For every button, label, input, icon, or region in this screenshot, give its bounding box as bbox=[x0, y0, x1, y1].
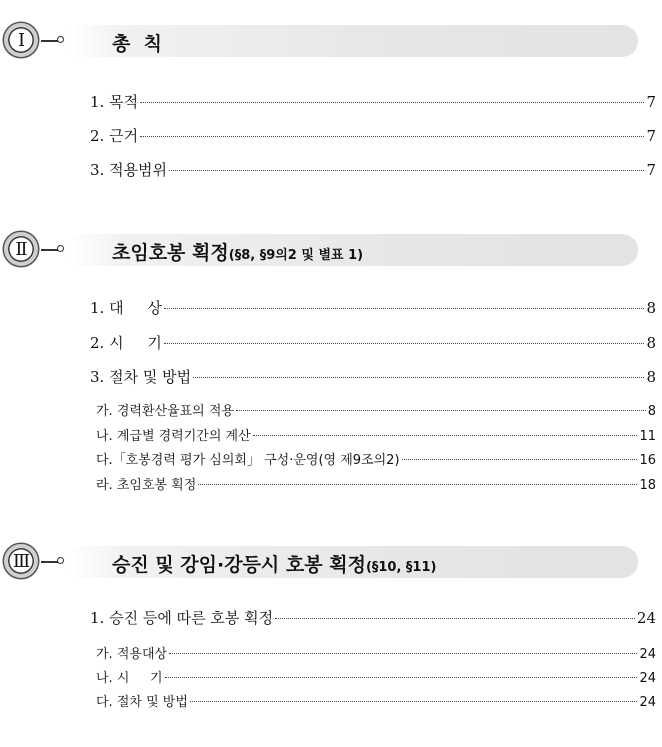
section-1-title bbox=[112, 29, 162, 56]
toc-entry-page: 24 bbox=[639, 671, 656, 686]
connector-dot bbox=[57, 36, 64, 43]
toc-entry[interactable] bbox=[90, 159, 656, 180]
section-1-numeral: Ⅰ bbox=[17, 29, 25, 51]
toc-entry-page: 11 bbox=[639, 429, 656, 444]
section-2-numeral-badge bbox=[4, 232, 38, 266]
toc-subentry[interactable] bbox=[96, 400, 656, 419]
dot-leader bbox=[164, 343, 645, 344]
section-2-subtitle: (§8, §9의2 및 별표 1) bbox=[228, 248, 364, 263]
dot-leader bbox=[140, 136, 644, 137]
toc-entry-page: 24 bbox=[636, 609, 656, 627]
section-3-subtitle: (§10, §11) bbox=[365, 560, 437, 575]
section-3-numeral: Ⅲ bbox=[12, 550, 30, 572]
toc-entry[interactable] bbox=[90, 366, 656, 387]
toc-entry[interactable] bbox=[90, 91, 656, 112]
toc-entry-label: 가. 적용대상 bbox=[96, 647, 168, 662]
section-2-numeral: Ⅱ bbox=[15, 238, 27, 260]
toc-entry-label: 2. 시 기 bbox=[90, 334, 162, 352]
toc-entry-label: 1. 목적 bbox=[90, 93, 139, 111]
toc-entry-label: 나. 시 기 bbox=[96, 671, 163, 686]
dot-leader bbox=[198, 484, 637, 485]
toc-subentry[interactable] bbox=[96, 691, 656, 710]
toc-entry[interactable] bbox=[90, 332, 656, 353]
toc-entry-page: 7 bbox=[646, 161, 656, 179]
toc-subentry[interactable] bbox=[96, 643, 656, 662]
section-1-numeral-badge bbox=[4, 23, 38, 57]
dot-leader bbox=[236, 410, 646, 411]
connector-dot bbox=[57, 557, 64, 564]
dot-leader bbox=[275, 618, 635, 619]
dot-leader bbox=[253, 435, 638, 436]
toc-entry-label: 가. 경력환산율표의 적용 bbox=[96, 404, 234, 419]
section-1-header bbox=[0, 20, 662, 60]
toc-entry[interactable] bbox=[90, 297, 656, 318]
dot-leader bbox=[169, 170, 644, 171]
toc-entry-page: 16 bbox=[639, 453, 656, 468]
toc-entry-label: 라. 초임호봉 획정 bbox=[96, 478, 197, 493]
toc-entry-label: 3. 절차 및 방법 bbox=[90, 368, 192, 386]
toc-subentry[interactable] bbox=[96, 425, 656, 444]
dot-leader bbox=[402, 459, 638, 460]
toc-entry-label: 2. 근거 bbox=[90, 127, 139, 145]
section-2-title-text: 초임호봉 획정 bbox=[112, 242, 229, 264]
toc-entry-label: 나. 계급별 경력기간의 계산 bbox=[96, 429, 251, 444]
toc-entry-page: 7 bbox=[646, 127, 656, 145]
toc-subentry[interactable] bbox=[96, 449, 656, 468]
section-2-title bbox=[112, 238, 363, 265]
dot-leader bbox=[165, 677, 638, 678]
connector-dot bbox=[57, 245, 64, 252]
toc-entry-label: 다. 절차 및 방법 bbox=[96, 695, 188, 710]
dot-leader bbox=[190, 701, 638, 702]
toc-entry-label: 1. 대 상 bbox=[90, 299, 162, 317]
toc-entry-page: 18 bbox=[639, 478, 656, 493]
toc-entry-page: 24 bbox=[639, 695, 656, 710]
section-2-header bbox=[0, 229, 662, 269]
toc-subentry[interactable] bbox=[96, 474, 656, 493]
section-3-header bbox=[0, 541, 662, 581]
section-3-numeral-badge bbox=[4, 544, 38, 578]
toc-entry-page: 8 bbox=[646, 368, 656, 386]
toc-entry-label: 3. 적용범위 bbox=[90, 161, 168, 179]
toc-entry[interactable] bbox=[90, 607, 656, 628]
toc-entry-page: 8 bbox=[646, 299, 656, 317]
toc-entry-page: 8 bbox=[646, 334, 656, 352]
section-1-title-text: 총 칙 bbox=[112, 33, 162, 55]
section-3-title bbox=[112, 550, 436, 577]
toc-entry[interactable] bbox=[90, 125, 656, 146]
toc-entry-label: 1. 승진 등에 따른 호봉 획정 bbox=[90, 609, 274, 627]
dot-leader bbox=[193, 377, 644, 378]
toc-entry-page: 7 bbox=[646, 93, 656, 111]
toc-subentry[interactable] bbox=[96, 667, 656, 686]
toc-entry-page: 8 bbox=[647, 404, 656, 419]
dot-leader bbox=[140, 102, 644, 103]
dot-leader bbox=[164, 308, 645, 309]
toc-entry-label: 다.「호봉경력 평가 심의회」 구성·운영(영 제9조의2) bbox=[96, 453, 400, 468]
dot-leader bbox=[169, 653, 637, 654]
section-3-title-text: 승진 및 강임·강등시 호봉 획정 bbox=[112, 554, 366, 576]
toc-entry-page: 24 bbox=[639, 647, 656, 662]
